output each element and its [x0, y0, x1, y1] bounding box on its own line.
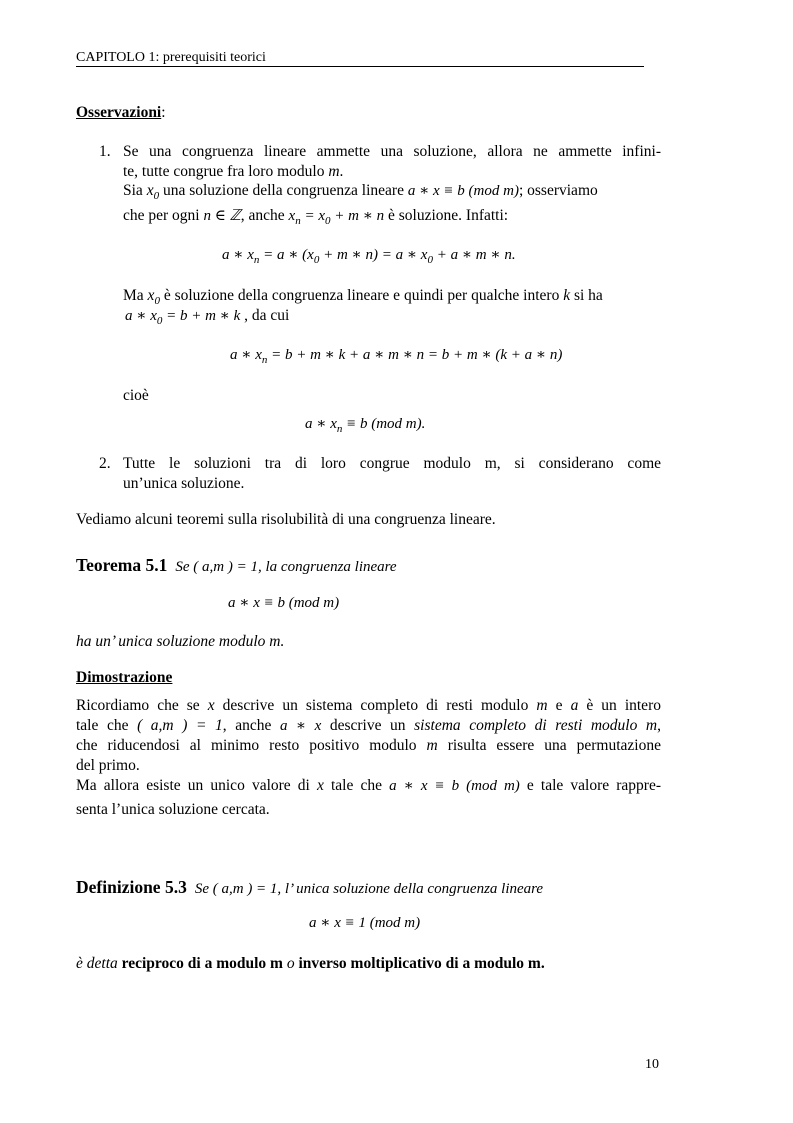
equation-3 — [305, 414, 425, 439]
eq1-a: a ∗ x — [222, 247, 254, 263]
p5-e: e tale valore rappre- — [519, 777, 662, 794]
l5-k: k — [563, 287, 571, 304]
proof-line-3 — [76, 736, 661, 756]
item-1-line-4 — [123, 206, 508, 231]
p1-x: x — [207, 697, 215, 714]
equation-1 — [222, 245, 516, 270]
p1-m: m — [536, 697, 548, 714]
eq1-d: + a ∗ m ∗ n. — [432, 247, 516, 263]
l4-formula-xn — [288, 208, 385, 227]
eq2-sub-n: n — [261, 354, 268, 366]
observations-title: Osservazioni — [76, 104, 162, 121]
proof-line-5 — [76, 776, 661, 796]
l6-c: , da cui — [240, 307, 290, 324]
proof-heading: Dimostrazione — [76, 669, 173, 686]
p2-italic: sistema completo di resti modulo m — [414, 717, 658, 734]
p3-c: risulta essere una permutazione — [437, 737, 661, 754]
definition-label: Definizione 5.3 — [76, 877, 187, 897]
eq3-a: a ∗ x — [305, 416, 337, 432]
l3-text-b: una soluzione della congruenza lineare — [159, 182, 408, 199]
l3-x: x — [146, 182, 154, 199]
item-1-line-2-m: m — [328, 163, 340, 180]
p2-gcd: ( a,m ) = 1 — [137, 717, 223, 734]
eq2-a: a ∗ x — [230, 347, 262, 363]
l4-formula-nz: n ∈ ℤ — [203, 208, 241, 224]
l4-text-a: che per ogni — [123, 207, 204, 224]
p5-formula: a ∗ x ≡ b (mod m) — [389, 778, 520, 794]
l4-xn-rest: + m ∗ n — [330, 208, 385, 224]
p1-c: descrive un sistema completo di resti modulo — [214, 697, 537, 714]
l5-c: si ha — [570, 287, 603, 304]
proof-line-4: del primo. — [76, 757, 140, 774]
eq2-b: = b + m ∗ k + a ∗ m ∗ n = b + m ∗ (k + a ∗ n) — [267, 347, 563, 363]
l4-xn-sub0: 0 — [324, 215, 331, 227]
proof-line-1 — [76, 696, 661, 716]
eq1-b: = a ∗ (x — [259, 247, 314, 263]
theorem-block — [76, 554, 397, 578]
proof-line-2 — [76, 716, 661, 736]
proof-line-6: senta l’unica soluzione cercata. — [76, 801, 270, 818]
l4-xn-eq: = x — [300, 208, 325, 224]
p2-e: descrive un — [321, 717, 415, 734]
item-2-line-2: un’unica soluzione. — [123, 475, 245, 492]
item-1-line-3 — [123, 181, 661, 206]
eq1-c: + m ∗ n) = a ∗ x — [319, 247, 428, 263]
eq1-sub-0b: 0 — [427, 254, 433, 266]
l3-formula: a ∗ x ≡ b (mod m) — [407, 183, 519, 199]
equation-2 — [230, 345, 562, 370]
intro-paragraph: Vediamo alcuni teoremi sulla risolubilità di una congruenza lineare. — [76, 511, 496, 528]
item-1-line-1: Se una congruenza lineare ammette una soluzione, allora ne ammette infini- — [123, 143, 661, 160]
definition-formula: a ∗ x ≡ 1 (mod m) — [309, 915, 421, 931]
p1-e: e — [547, 697, 571, 714]
eq3-b: ≡ b (mod m). — [342, 416, 426, 432]
theorem-label: Teorema 5.1 — [76, 555, 168, 575]
l3-text-a: Sia — [123, 182, 147, 199]
p5-a: Ma allora esiste un unico valore di — [76, 777, 317, 794]
item-2-number: 2. — [99, 455, 111, 472]
eq1-sub-0a: 0 — [313, 254, 320, 266]
l6-formula — [125, 308, 241, 327]
l5-b: è soluzione della congruenza lineare e quindi per qualche intero — [159, 287, 564, 304]
page-number: 10 — [645, 1057, 659, 1072]
l4-xn-x: x — [288, 208, 296, 224]
def-c1: è detta — [76, 955, 122, 972]
l6-a: a ∗ x — [125, 308, 157, 324]
l5-x: x — [147, 287, 155, 304]
l6-sub0: 0 — [156, 315, 163, 327]
l6-b: = b + m ∗ k — [162, 308, 241, 324]
def-c2: reciproco di a modulo m — [121, 955, 283, 972]
eq1-sub-n: n — [253, 254, 260, 266]
item-2-line-1: Tutte le soluzioni tra di loro congrue modulo m, si considerano come — [123, 455, 661, 472]
l4-text-b: , anche — [240, 207, 289, 224]
def-c4: inverso moltiplicativo di a modulo m. — [298, 955, 545, 972]
item-1-line-2 — [123, 162, 343, 182]
header-rule — [76, 66, 644, 67]
definition-statement: Se ( a,m ) = 1, l’ unica soluzione della congruenza lineare — [194, 881, 544, 897]
observations-colon: : — [161, 104, 166, 121]
item-1-line-2-text: te, tutte congrue fra loro modulo — [123, 163, 329, 180]
observations-heading — [76, 103, 166, 123]
l3-text-c: ; osserviamo — [518, 182, 598, 199]
p3-a: che riducendosi al minimo resto positivo modulo — [76, 737, 427, 754]
running-header: CAPITOLO 1: prerequisiti teorici — [76, 50, 266, 65]
cioe-text: cioè — [123, 387, 149, 404]
l5-sub0: 0 — [154, 295, 160, 307]
theorem-statement: Se ( a,m ) = 1, la congruenza lineare — [175, 559, 397, 575]
p5-x: x — [316, 777, 324, 794]
p2-c: , anche — [222, 717, 280, 734]
item-1-number: 1. — [99, 143, 111, 160]
eq3-sub-n: n — [336, 423, 343, 435]
item-1-line-6 — [125, 306, 289, 331]
p1-g: è un intero — [578, 697, 661, 714]
p1-a: Ricordiamo che se — [76, 697, 208, 714]
l5-a: Ma — [123, 287, 148, 304]
l3-sub-0: 0 — [153, 190, 160, 202]
definition-conclusion — [76, 954, 545, 974]
l5-x0 — [147, 287, 160, 307]
definition-block — [76, 876, 543, 900]
l3-x0 — [146, 182, 160, 202]
p2-g: , — [657, 717, 661, 734]
theorem-conclusion: ha un’ unica soluzione modulo m. — [76, 633, 285, 650]
theorem-formula: a ∗ x ≡ b (mod m) — [228, 595, 340, 611]
p2-a: tale che — [76, 717, 138, 734]
l4-text-c: è soluzione. Infatti: — [384, 207, 509, 224]
p3-m: m — [426, 737, 438, 754]
item-1-line-2-end: . — [339, 163, 344, 180]
p1-a-var: a — [570, 697, 579, 714]
l4-xn-sub: n — [295, 215, 301, 227]
p5-c: tale che — [323, 777, 390, 794]
def-c3: o — [282, 955, 299, 972]
p2-formula: a ∗ x — [279, 718, 322, 734]
